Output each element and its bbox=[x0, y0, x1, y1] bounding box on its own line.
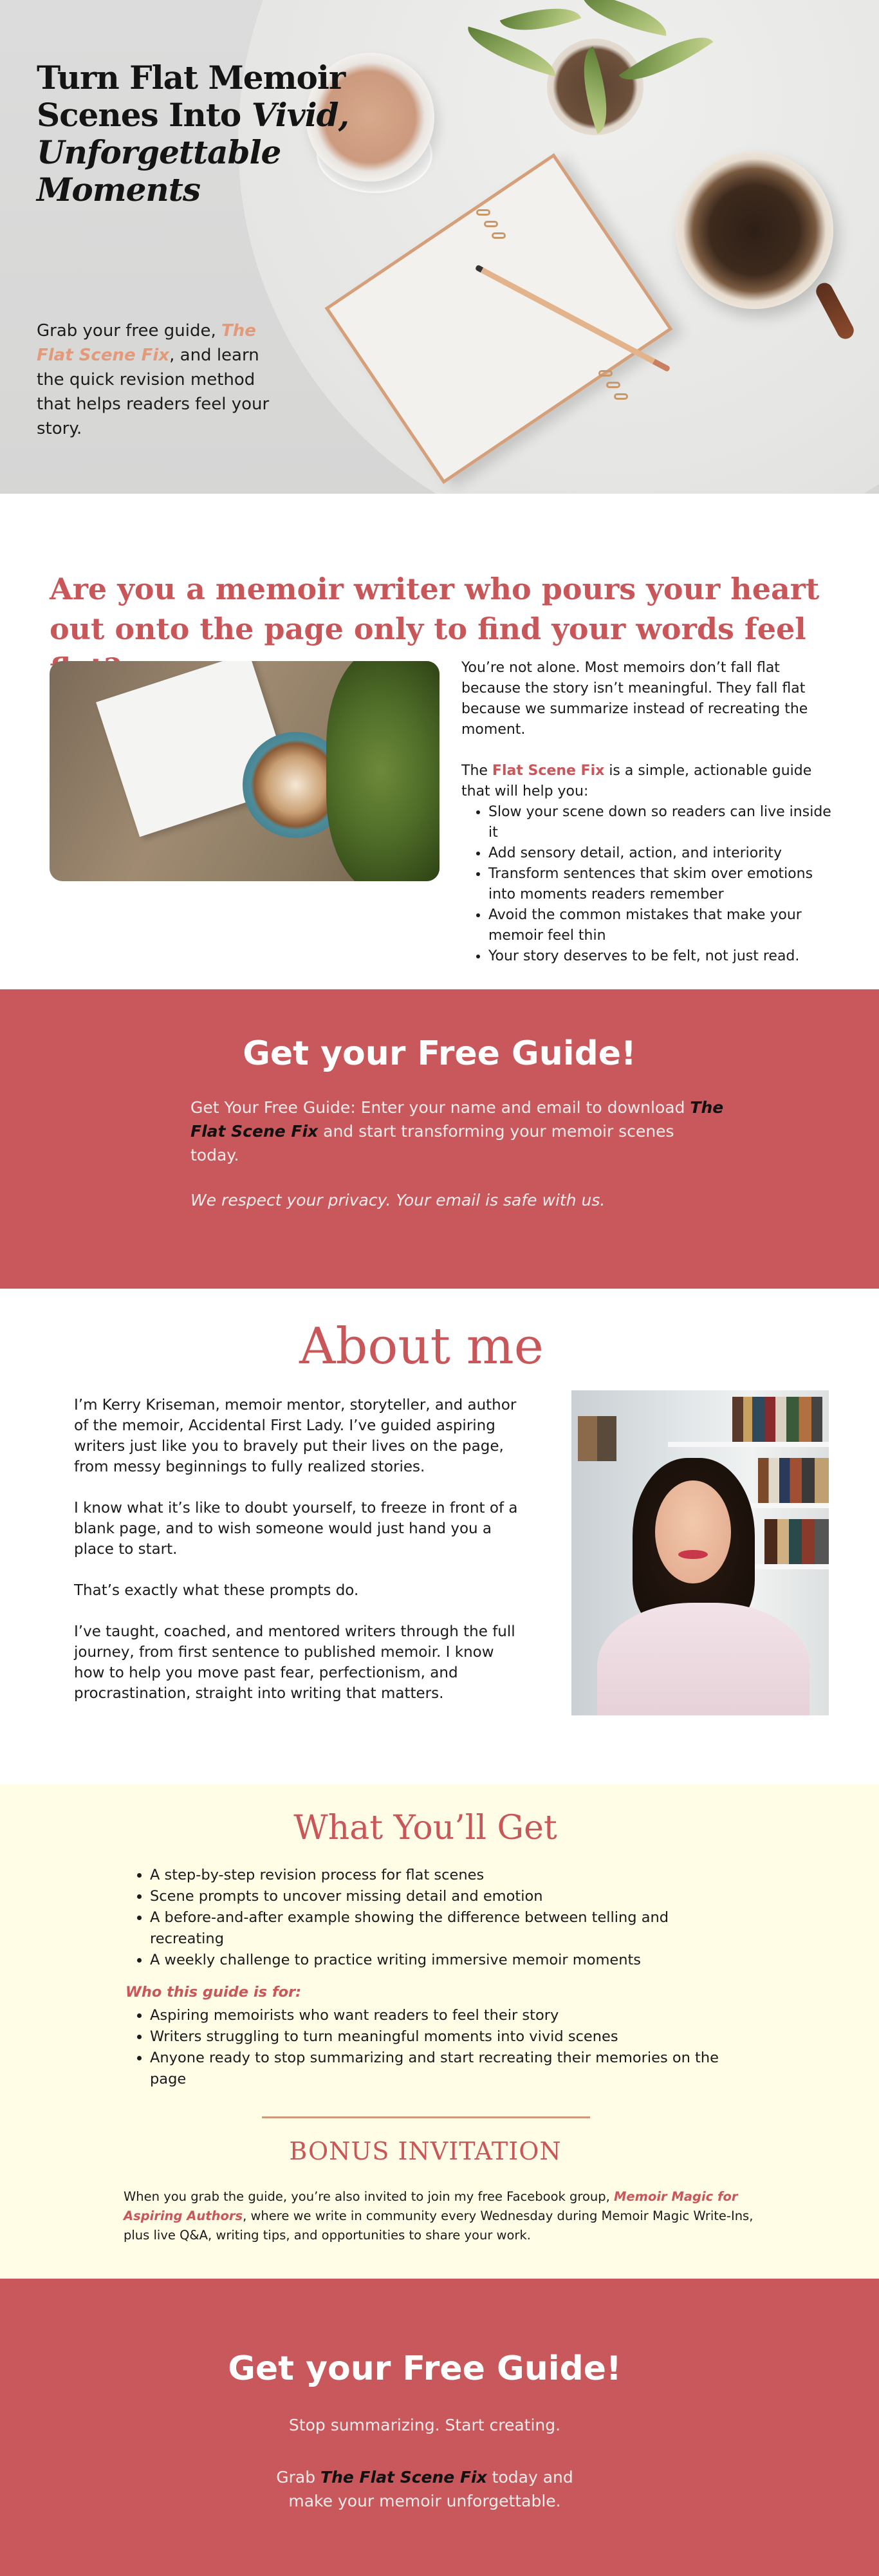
list-item: • Anyone ready to stop summarizing and start recreating their memories on the page bbox=[150, 2048, 729, 2090]
hero-intro-after: , and learn the quick revision method that helps readers feel your story. bbox=[37, 346, 270, 438]
hero-title-vivid: Vivid, bbox=[251, 96, 349, 134]
coffee-dripper-image bbox=[676, 151, 833, 309]
about-para4: I’ve taught, coached, and mentored writers through the full journey, from first sentence to published memoir. I know how to help you move past fear, perfectionism, and procrastination, straight into writing that matters. bbox=[74, 1623, 515, 1702]
question-para2 bbox=[461, 761, 835, 802]
bonus-text-before: When you grab the guide, you’re also invited to join my free Facebook group, bbox=[124, 2189, 615, 2204]
hero-section bbox=[0, 0, 879, 494]
hero-title-line2: Scenes Into bbox=[37, 96, 252, 134]
question-para1: You’re not alone. Most memoirs don’t fall flat because the story isn’t meaningful. They fall flat because we summarize instead of recreating the moment. bbox=[461, 660, 808, 738]
list-item: • A weekly challenge to practice writing immersive memoir moments bbox=[150, 1950, 729, 1971]
cta-description bbox=[190, 1096, 725, 1167]
cta-closing-before: Grab bbox=[276, 2468, 321, 2487]
list-item: • A before-and-after example showing the difference between telling and recreating bbox=[150, 1907, 729, 1950]
list-item: • Avoid the common mistakes that make your memoir feel thin bbox=[488, 905, 835, 946]
books-image bbox=[578, 1416, 616, 1461]
hero-intro-guide-name: The Flat Scene Fix bbox=[37, 321, 256, 365]
cta-guide-name: The Flat Scene Fix bbox=[190, 1098, 724, 1141]
benefits-section bbox=[0, 1784, 879, 2279]
hero-intro bbox=[37, 319, 281, 441]
audience-label: Who this guide is for: bbox=[125, 1984, 302, 2001]
notebook-spiral bbox=[492, 232, 506, 239]
list-item: • Your story deserves to be felt, not just read. bbox=[488, 946, 835, 967]
question-guide-name: Flat Scene Fix bbox=[492, 763, 605, 779]
question-para2-after: is a simple, actionable guide that will help you: bbox=[461, 763, 812, 799]
bonus-text bbox=[124, 2187, 754, 2245]
cta-heading: Get your Free Guide! bbox=[243, 1034, 636, 1073]
hero-title-line3: Unforgettable bbox=[37, 133, 281, 171]
portrait-blouse bbox=[597, 1603, 810, 1715]
portrait-face bbox=[655, 1480, 731, 1583]
audience-list bbox=[150, 2005, 729, 2090]
list-item: • Transform sentences that skim over emotions into moments readers remember bbox=[488, 864, 835, 905]
notebook-spiral bbox=[476, 209, 490, 216]
question-heading: Are you a memoir writer who pours your heart out onto the page only to find your words feel bbox=[50, 572, 820, 646]
cta-guide-name: The Flat Scene Fix bbox=[320, 2468, 487, 2487]
list-item: • Slow your scene down so readers can live inside it bbox=[488, 802, 835, 843]
about-para2: I know what it’s like to doubt yourself, to freeze in front of a blank page, and to wish someone would just hand you a place to start. bbox=[74, 1500, 518, 1558]
hero-intro-before: Grab your free guide, bbox=[37, 321, 222, 341]
question-para2-before: The bbox=[461, 763, 492, 779]
about-section bbox=[0, 1289, 879, 1784]
cta-closing bbox=[254, 2465, 595, 2513]
guide-contents-list bbox=[150, 1865, 729, 1971]
benefits-list bbox=[461, 802, 835, 967]
list-item: • A step-by-step revision process for flat scenes bbox=[150, 1865, 729, 1886]
hero-title-line4: Moments bbox=[37, 171, 201, 209]
about-para1: I’m Kerry Kriseman, memoir mentor, storyteller, and author of the memoir, Accidental First Lady. I’ve guided aspiring writers just like you to bravely put their lives on the page, from messy beginnings to fully realized stories. bbox=[74, 1397, 517, 1475]
facebook-group-name: Memoir Magic for Aspiring Authors bbox=[124, 2189, 738, 2223]
author-portrait bbox=[571, 1390, 829, 1715]
notebook-spiral bbox=[598, 370, 613, 377]
portrait-smile bbox=[678, 1550, 708, 1559]
section-divider bbox=[262, 2116, 590, 2118]
list-item: • Scene prompts to uncover missing detail and emotion bbox=[150, 1886, 729, 1907]
about-heading: About me bbox=[299, 1318, 544, 1376]
plant-image bbox=[326, 661, 439, 881]
cta-closing-after: today and make your memoir unforgettable. bbox=[288, 2468, 573, 2510]
latte-notebook-photo bbox=[50, 661, 439, 881]
notebook-spiral bbox=[484, 221, 498, 227]
hero-title bbox=[37, 59, 371, 209]
hero-title-line1: Turn Flat Memoir bbox=[37, 59, 346, 97]
question-body bbox=[461, 658, 835, 967]
list-item: • Writers struggling to turn meaningful moments into vivid scenes bbox=[150, 2026, 729, 2048]
cta-tagline: Stop summarizing. Start creating. bbox=[288, 2416, 561, 2434]
bonus-heading: BONUS INVITATION bbox=[289, 2137, 562, 2165]
cta-text-after: and start transforming your memoir scenes today. bbox=[190, 1122, 674, 1164]
books-image bbox=[732, 1397, 822, 1442]
list-item: • Aspiring memoirists who want readers to feel their story bbox=[150, 2005, 729, 2026]
books-image bbox=[764, 1519, 829, 1564]
list-item: • Add sensory detail, action, and interiority bbox=[488, 843, 835, 864]
notebook-spiral bbox=[614, 393, 628, 400]
bonus-text-after: , where we write in community every Wednesday during Memoir Magic Write-Ins, plus live Q&A, writing tips, and opportunities to share your work. bbox=[124, 2208, 754, 2243]
notebook-spiral bbox=[606, 382, 620, 388]
get-heading: What You’ll Get bbox=[293, 1809, 557, 1847]
privacy-note: We respect your privacy. Your email is safe with us. bbox=[190, 1191, 606, 1209]
about-para3: That’s exactly what these prompts do. bbox=[74, 1582, 359, 1599]
cta-section-bottom bbox=[0, 2279, 879, 2576]
cta-heading: Get your Free Guide! bbox=[228, 2349, 622, 2388]
cta-section-top bbox=[0, 989, 879, 1289]
bookshelf bbox=[668, 1442, 829, 1447]
about-text bbox=[74, 1395, 524, 1724]
cta-text-before: Get Your Free Guide: Enter your name and email to download bbox=[190, 1098, 690, 1117]
question-section bbox=[0, 494, 879, 989]
books-image bbox=[758, 1458, 829, 1503]
